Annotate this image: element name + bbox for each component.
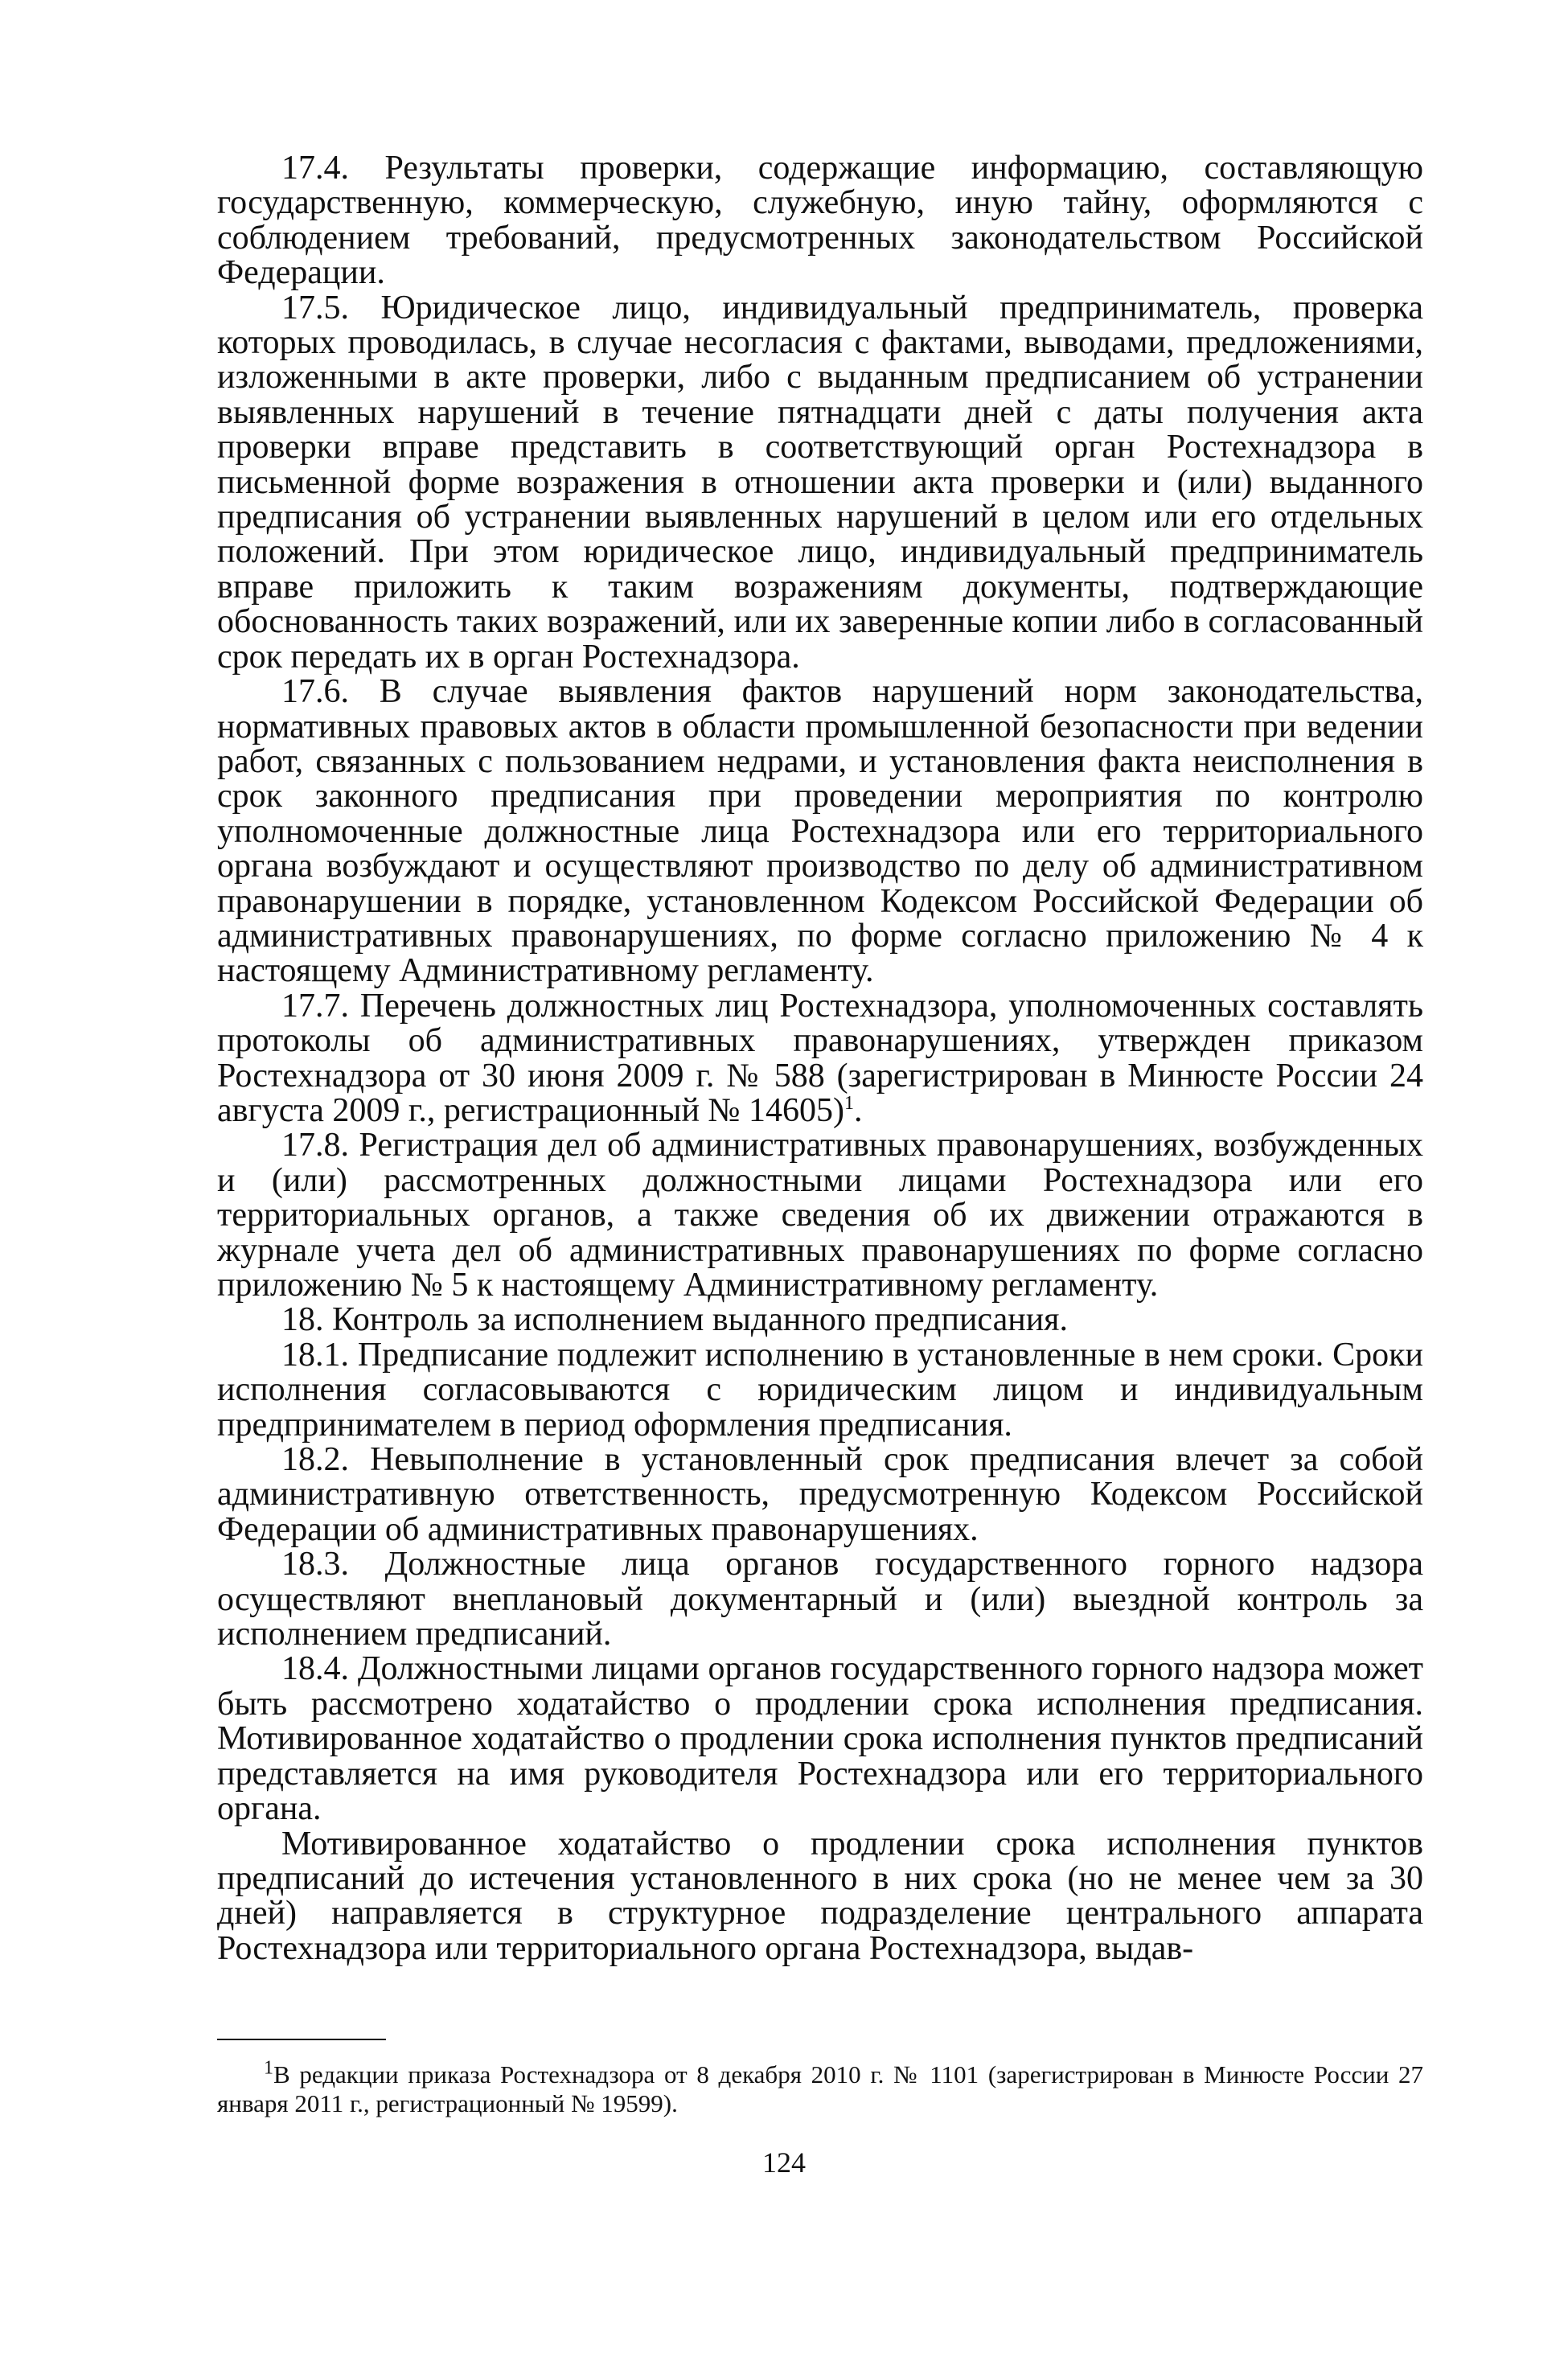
paragraph-18-1: 18.1. Предписание подлежит исполнению в установленные в нем сроки. Сроки исполнения согласовываются с юридическим лицом и индивидуальным предпринимателем в период оформления предписания. — [217, 1336, 1423, 1444]
paragraph-17-7-text: 17.7. Перечень должностных лиц Ростехнадзора, уполномоченных составлять протоколы об административных правонарушениях, утвержден приказом Ростехнадзора от 30 июня 2009 г. № 588 (зарегистрирован в Минюсте России 24 августа 2009 г., регистрационный № 14605) — [217, 987, 1423, 1129]
footnote-mark: 1 — [264, 2057, 273, 2079]
footnote-text: В редакции приказа Ростехнадзора от 8 декабря 2010 г. № 1101 (зарегистрирован в Минюсте России 27 января 2011 г., регистрационный № 19599). — [217, 2060, 1423, 2117]
footnote-reference[interactable]: 1 — [844, 1092, 854, 1114]
paragraph-18-2: 18.2. Невыполнение в установленный срок предписания влечет за собой административную ответственность, предусмотренную Кодексом Российской Федерации об административных правонарушениях. — [217, 1441, 1423, 1548]
paragraph-17-5: 17.5. Юридическое лицо, индивидуальный предприниматель, проверка которых проводилась, в случае несогласия с фактами, выводами, предложениями, изложенными в акте проверки, либо с выданным предписанием об устранении выявленных нарушений в течение пятнадцати дней с даты получения акта проверки вправе представить в соответствующий орган Ростехнадзора в письменной форме возражения в отношении акта проверки и (или) выданного предписания об устранении выявленных нарушений в целом или его отдельных положений. При этом юридическое лицо, индивидуальный предприниматель вправе приложить к таким возражениям документы, подтверждающие обоснованность таких возражений, или их заверенные копии либо в согласованный срок передать их в орган Ростехнадзора. — [217, 289, 1423, 676]
footnote — [217, 2057, 1423, 2118]
paragraph-17-8: 17.8. Регистрация дел об административных правонарушениях, возбужденных и (или) рассмотренных должностными лицами Ростехнадзора или его территориальных органов, а также сведения об их движении отражаются в журнале учета дел об административных правонарушениях по форме согласно приложению № 5 к настоящему Административному регламенту. — [217, 1127, 1423, 1304]
paragraph-18-4: 18.4. Должностными лицами органов государственного горного надзора может быть рассмотрено ходатайство о продлении срока исполнения предписания. Мотивированное ходатайство о продлении срока исполнения пунктов предписаний представляется на имя руководителя Ростехнадзора или его территориального органа. — [217, 1650, 1423, 1828]
page-number: 124 — [762, 2146, 806, 2179]
section-18-heading: 18. Контроль за исполнением выданного предписания. — [281, 1301, 1068, 1339]
paragraph-18-3: 18.3. Должностные лица органов государственного горного надзора осуществляют внеплановый документарный и (или) выездной контроль за исполнением предписаний. — [217, 1546, 1423, 1653]
document-body — [217, 151, 1423, 1966]
paragraph-17-7 — [217, 989, 1423, 1129]
paragraph-18-4-continued: Мотивированное ходатайство о продлении срока исполнения пунктов предписаний до истечения установленного в них срока (но не менее чем за 30 дней) направляется в структурное подразделение центрального аппарата Ростехнадзора или территориального органа Ростехнадзора, выдав- — [217, 1825, 1423, 1967]
paragraph-17-7-end: . — [854, 1091, 863, 1129]
paragraph-17-4: 17.4. Результаты проверки, содержащие информацию, составляющую государственную, коммерческую, служебную, иную тайну, оформляются с соблюдением требований, предусмотренных законодательством Российской Федерации. — [217, 150, 1423, 292]
paragraph-17-6: 17.6. В случае выявления фактов нарушений норм законодательства, нормативных правовых актов в области промышленной безопасности при ведении работ, связанных с пользованием недрами, и установления факта неисполнения в срок законного предписания при проведении мероприятия по контролю уполномоченные должностные лица Ростехнадзора или его территориального органа возбуждают и осуществляют производство по делу об административном правонарушении в порядке, установленном Кодексом Российской Федерации об административных правонарушениях, по форме согласно приложению № 4 к настоящему Административному регламенту. — [217, 673, 1423, 990]
footnote-divider — [217, 2039, 386, 2040]
